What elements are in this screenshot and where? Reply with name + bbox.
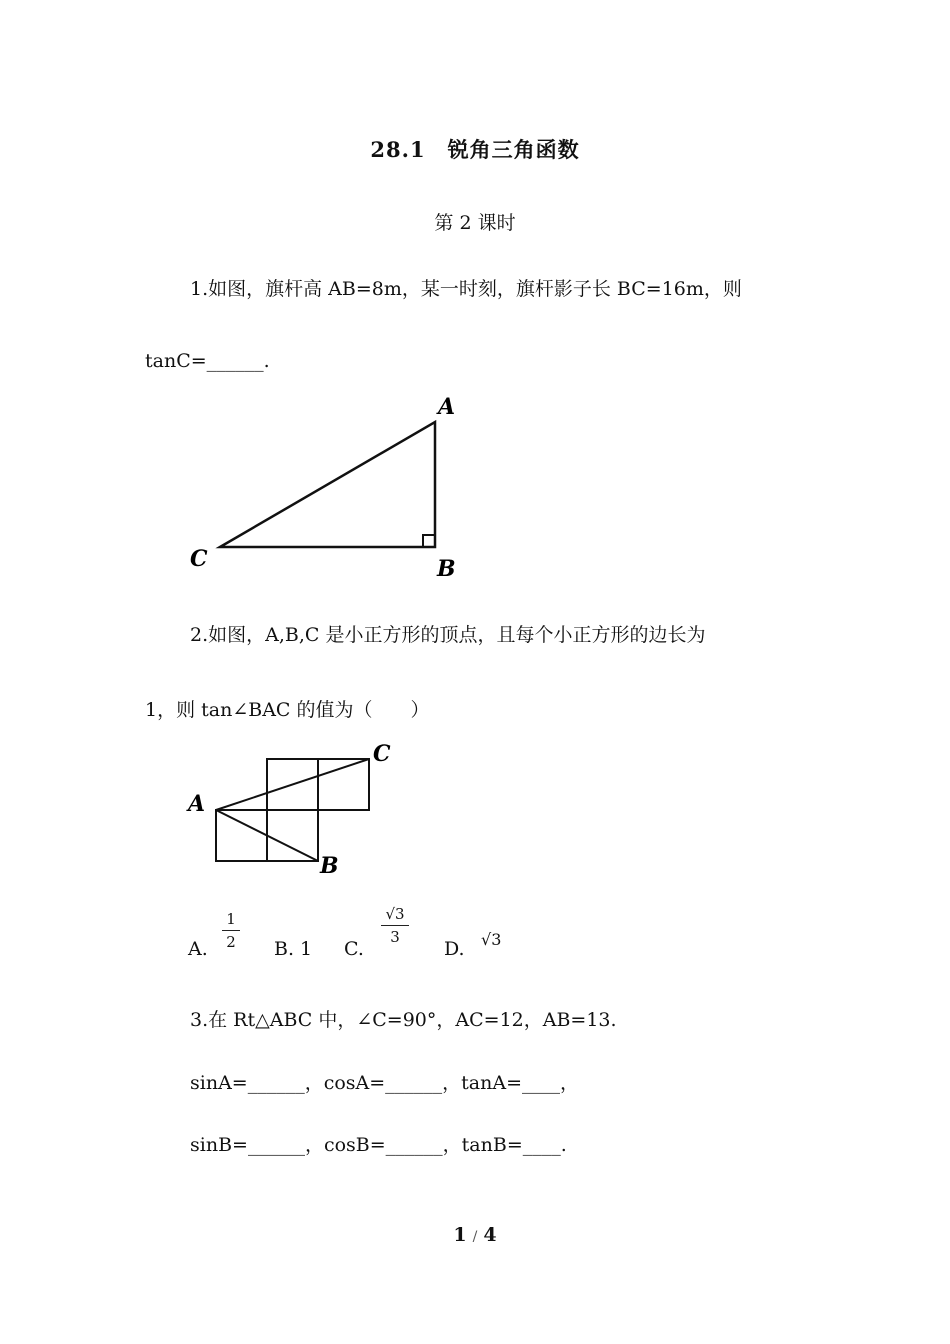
option-d-label: D. — [444, 938, 465, 960]
q1-label-b: B — [437, 556, 456, 582]
current-page: 1 — [453, 1224, 467, 1246]
option-c-label: C. — [344, 938, 364, 960]
q1-label-a: A — [438, 394, 456, 420]
option-c-numerator: √3 — [385, 905, 405, 923]
right-angle-marker — [423, 535, 435, 547]
triangle-abc — [220, 422, 435, 547]
q2-label-c: C — [373, 741, 391, 767]
option-b-label: B. 1 — [274, 938, 313, 960]
q3-text-line1: 3.在 Rt△ABC 中，∠C=90°，AC=12，AB=13. — [190, 1009, 617, 1031]
q1-text-line2: tanC=______. — [145, 350, 270, 372]
q1-text-line1: 1.如图，旗杆高 AB=8m，某一时刻，旗杆影子长 BC=16m，则 — [190, 278, 742, 300]
q2-label-b: B — [320, 853, 339, 879]
q2-text-line2: 1，则 tan∠BAC 的值为（ ） — [145, 699, 430, 721]
segment-ac — [216, 759, 369, 810]
option-c-denominator: 3 — [390, 928, 400, 946]
option-a-numerator: 1 — [226, 910, 236, 928]
option-c-fraction — [381, 905, 409, 946]
q2-text-line1: 2.如图，A,B,C 是小正方形的顶点，且每个小正方形的边长为 — [190, 624, 706, 646]
option-a-denominator: 2 — [226, 933, 236, 951]
page-number — [0, 1224, 950, 1246]
option-a-fraction — [222, 910, 240, 951]
q3-text-line3: sinB=______，cosB=______，tanB=____. — [190, 1134, 567, 1156]
grid-square — [267, 810, 318, 861]
q1-triangle-figure — [180, 390, 480, 590]
q1-label-c: C — [190, 546, 208, 572]
q2-grid-figure — [180, 735, 410, 885]
grid-square — [216, 810, 267, 861]
option-a-label: A. — [188, 938, 208, 960]
q2-label-a: A — [188, 791, 206, 817]
lesson-subtitle: 第 2 课时 — [434, 212, 516, 234]
q3-text-line2: sinA=______，cosA=______，tanA=____， — [190, 1072, 580, 1094]
option-d-value: √3 — [481, 930, 502, 949]
page-separator: / — [472, 1229, 478, 1245]
total-pages: 4 — [483, 1224, 497, 1246]
page-title: 28.1 锐角三角函数 — [370, 137, 580, 162]
